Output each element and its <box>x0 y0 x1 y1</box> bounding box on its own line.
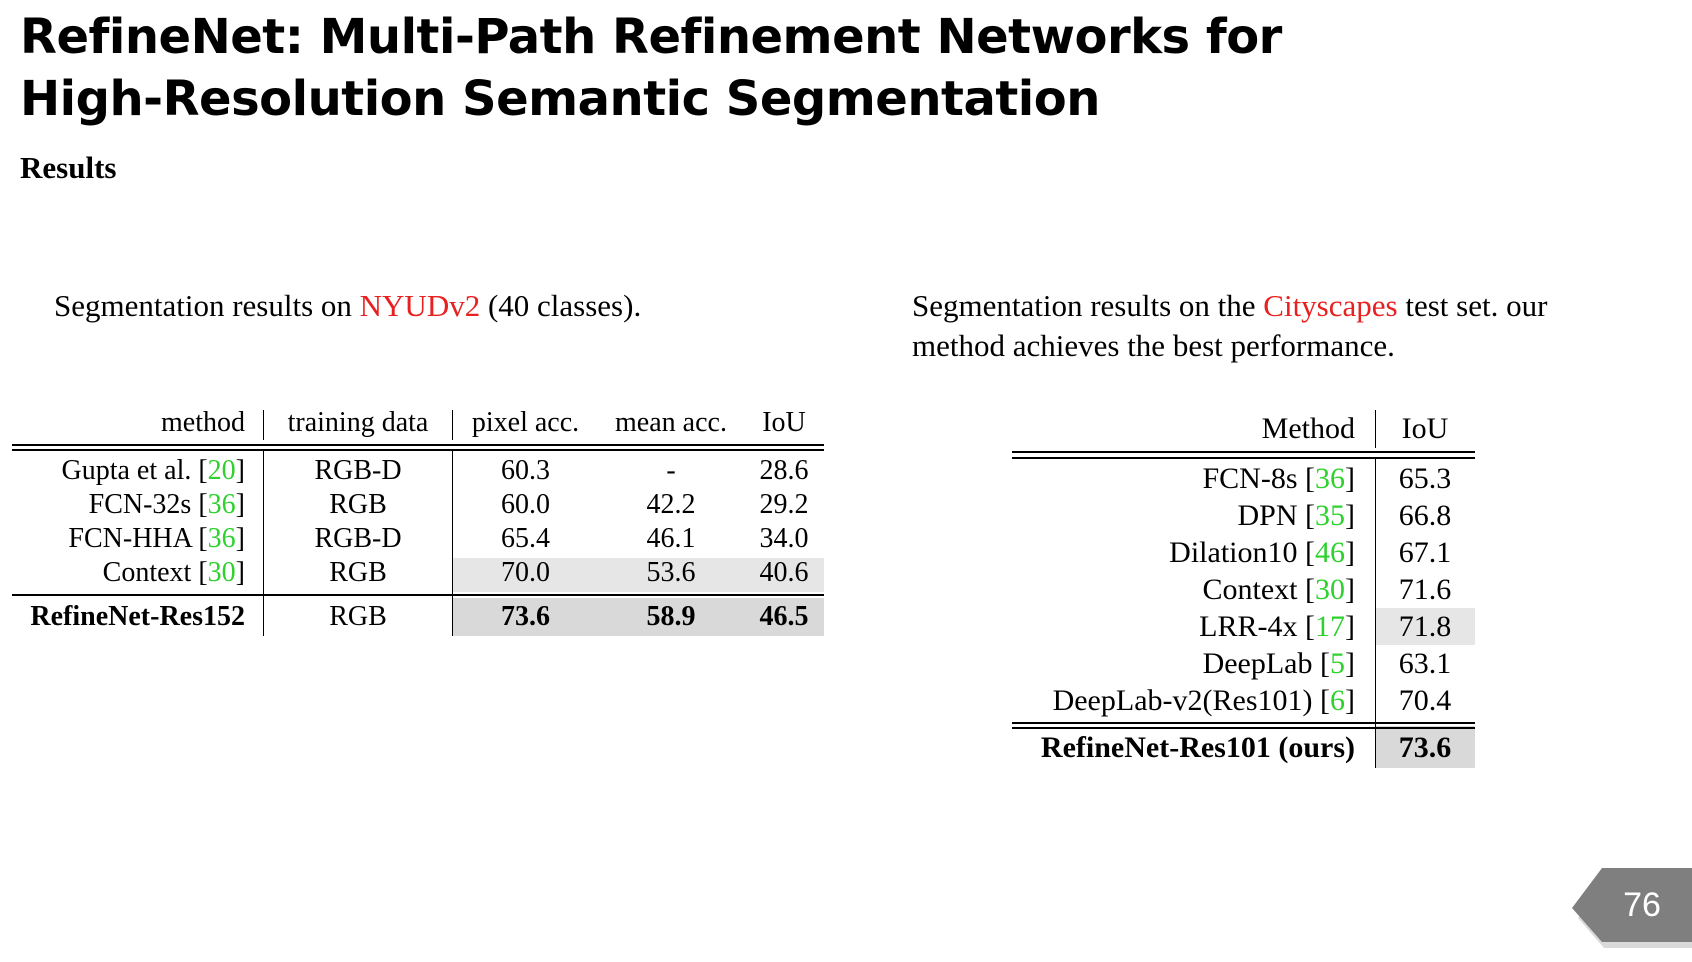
header-cell: method <box>161 407 245 438</box>
pixel-acc-cell: 60.0 <box>501 489 550 520</box>
citation-link[interactable]: 36 <box>207 523 236 554</box>
table-row <box>1012 682 1475 719</box>
training-data-cell: RGB <box>329 557 387 588</box>
iou-cell: 63.1 <box>1398 647 1452 680</box>
training-data-cell: RGB <box>329 489 387 520</box>
pixel-acc-cell: 60.3 <box>501 455 550 486</box>
cityscapes-results-table <box>1012 406 1475 768</box>
iou-cell: 65.3 <box>1398 462 1452 495</box>
column-divider <box>1375 458 1376 768</box>
method-cell: RefineNet-Res152 <box>30 601 245 632</box>
iou-cell: 40.6 <box>759 557 809 588</box>
page-number: 76 <box>1623 886 1661 924</box>
header-cell: IoU <box>762 407 806 438</box>
training-data-cell: RGB <box>329 601 387 632</box>
method-cell: Context [30] <box>102 557 245 588</box>
table-row <box>1012 497 1475 534</box>
iou-cell: 71.8 <box>1398 610 1452 643</box>
citation-link[interactable]: 35 <box>1315 499 1345 532</box>
method-name: Gupta et al. <box>61 455 199 486</box>
table-rule <box>12 449 824 451</box>
section-subtitle: Results <box>20 150 117 185</box>
method-name: DPN <box>1237 499 1305 532</box>
table-row <box>1012 608 1475 645</box>
method-cell: DPN [35] <box>1237 499 1355 532</box>
citation-link[interactable]: 36 <box>1315 462 1345 495</box>
citation-link[interactable]: 36 <box>207 489 236 520</box>
method-cell: DeepLab [5] <box>1202 647 1355 680</box>
pixel-acc-cell: 70.0 <box>501 557 550 588</box>
iou-cell: 34.0 <box>759 523 809 554</box>
iou-cell: 28.6 <box>759 455 809 486</box>
column-divider <box>452 450 453 636</box>
citation-link[interactable]: 20 <box>207 455 236 486</box>
table-rule <box>1012 451 1475 453</box>
mean-acc-cell: 53.6 <box>646 557 696 588</box>
table-row <box>1012 460 1475 497</box>
method-cell: Context [30] <box>1202 573 1355 606</box>
training-data-cell: RGB-D <box>314 455 402 486</box>
column-divider <box>263 450 264 636</box>
table-row <box>12 522 824 556</box>
method-cell: FCN-32s [36] <box>88 489 245 520</box>
method-name: Context <box>102 557 199 588</box>
method-name: FCN-HHA <box>68 523 199 554</box>
method-cell: FCN-8s [36] <box>1202 462 1355 495</box>
table-header <box>12 406 824 440</box>
iou-cell: 67.1 <box>1398 536 1452 569</box>
caption-text: Segmentation results on <box>54 288 360 323</box>
caption-text: test set. our method achieves the best performance. <box>912 288 1548 363</box>
method-name: FCN-8s <box>1202 462 1305 495</box>
training-data-cell: RGB-D <box>314 523 402 554</box>
iou-cell: 29.2 <box>759 489 809 520</box>
slide-title: RefineNet: Multi-Path Refinement Networks for High-Resolution Semantic Segmentation <box>20 9 1282 127</box>
citation-link[interactable]: 30 <box>207 557 236 588</box>
pixel-acc-cell: 73.6 <box>501 601 550 632</box>
iou-cell: 46.5 <box>759 601 809 632</box>
method-cell: Gupta et al. [20] <box>61 455 245 486</box>
mean-acc-cell: 58.9 <box>646 601 696 632</box>
column-divider <box>1375 410 1376 448</box>
citation-link[interactable]: 5 <box>1330 647 1345 680</box>
method-cell: RefineNet-Res101 (ours) <box>1040 731 1355 764</box>
method-name: DeepLab <box>1202 647 1320 680</box>
method-name: LRR-4x <box>1199 610 1305 643</box>
table-rule <box>12 444 824 446</box>
citation-link[interactable]: 30 <box>1315 573 1345 606</box>
method-name: FCN-32s <box>88 489 199 520</box>
table-rule <box>1012 722 1475 724</box>
method-name: DeepLab-v2(Res101) <box>1052 684 1320 717</box>
header-cell: training data <box>287 407 429 438</box>
method-name: Dilation10 <box>1169 536 1305 569</box>
nyud-caption <box>54 286 641 326</box>
mean-acc-cell: 42.2 <box>646 489 696 520</box>
table-row <box>12 556 824 590</box>
iou-cell: 71.6 <box>1398 573 1452 606</box>
dataset-name-highlight: NYUDv2 <box>359 288 481 323</box>
table-rule <box>12 594 824 596</box>
method-cell: Dilation10 [46] <box>1169 536 1355 569</box>
header-cell: mean acc. <box>615 407 727 438</box>
dataset-name-highlight: Cityscapes <box>1263 288 1398 323</box>
citation-link[interactable]: 17 <box>1315 610 1345 643</box>
mean-acc-cell: 46.1 <box>646 523 696 554</box>
column-divider <box>452 410 453 440</box>
column-divider <box>263 410 264 440</box>
header-cell: Method <box>1261 412 1355 445</box>
caption-text: (40 classes). <box>480 288 642 323</box>
iou-cell: 66.8 <box>1398 499 1452 532</box>
table-row <box>1012 534 1475 571</box>
caption-text: Segmentation results on the <box>912 288 1264 323</box>
ours-row <box>1012 729 1475 766</box>
mean-acc-cell: - <box>666 455 676 486</box>
pixel-acc-cell: 65.4 <box>501 523 550 554</box>
header-cell: pixel acc. <box>471 407 580 438</box>
table-row <box>1012 571 1475 608</box>
header-cell: IoU <box>1401 412 1449 445</box>
method-cell: LRR-4x [17] <box>1199 610 1355 643</box>
table-rule <box>1012 457 1475 459</box>
method-cell: DeepLab-v2(Res101) [6] <box>1052 684 1355 717</box>
table-row <box>1012 645 1475 682</box>
cityscapes-caption <box>912 286 1632 366</box>
table-row <box>12 454 824 488</box>
ours-row <box>12 600 824 634</box>
page-number-badge <box>1572 868 1692 948</box>
citation-link[interactable]: 46 <box>1315 536 1345 569</box>
nyud-results-table <box>12 406 824 636</box>
table-row <box>12 488 824 522</box>
method-cell: FCN-HHA [36] <box>68 523 245 554</box>
table-header <box>1012 410 1475 447</box>
method-name: Context <box>1202 573 1305 606</box>
iou-cell: 70.4 <box>1398 684 1452 717</box>
iou-cell: 73.6 <box>1398 731 1452 764</box>
citation-link[interactable]: 6 <box>1330 684 1345 717</box>
